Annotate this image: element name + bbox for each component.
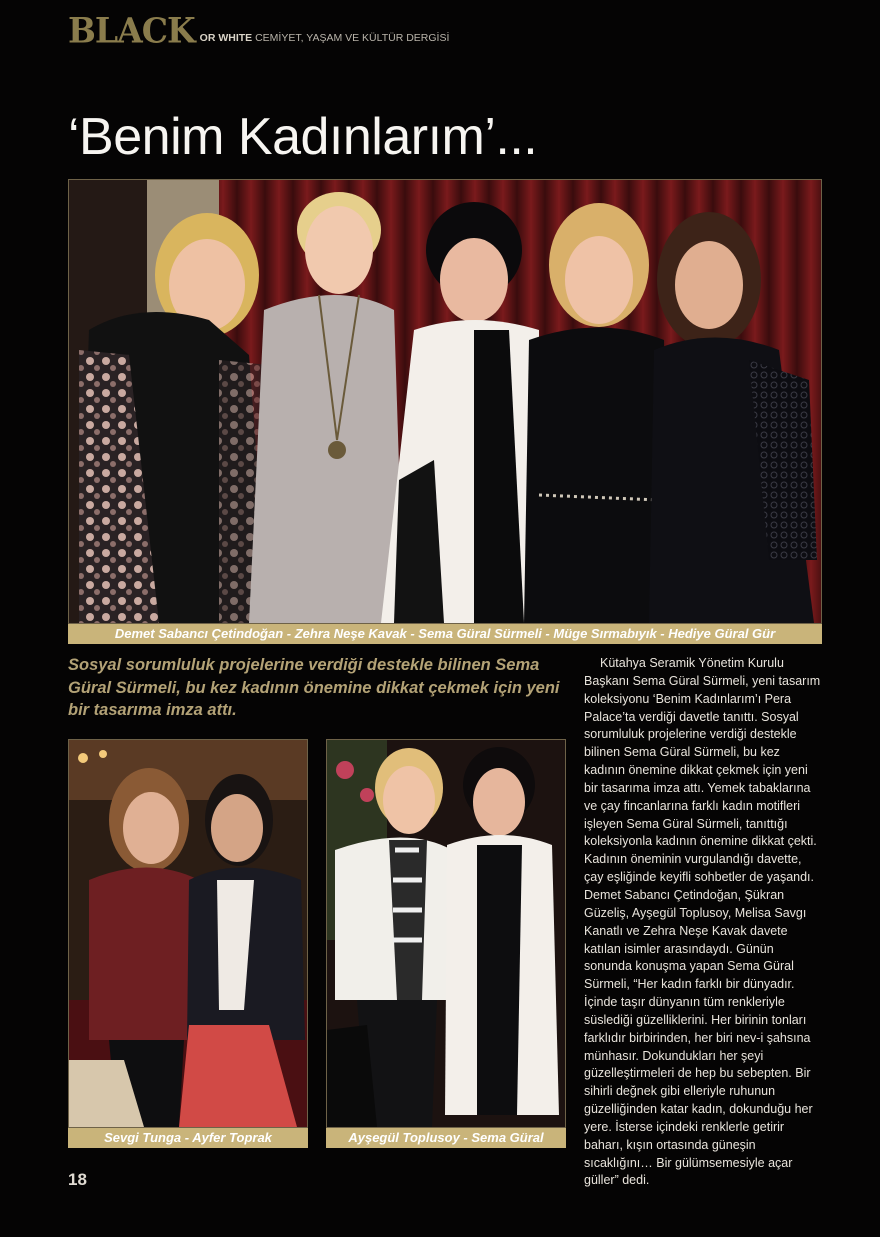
right-photo-illustration bbox=[327, 740, 565, 1127]
left-photo-illustration bbox=[69, 740, 307, 1127]
masthead bbox=[68, 10, 450, 51]
magazine-logo: BLACK bbox=[68, 10, 195, 51]
group-photo-illustration bbox=[69, 180, 821, 623]
right-photo bbox=[326, 739, 566, 1128]
left-photo-caption: Sevgi Tunga - Ayfer Toprak bbox=[68, 1128, 308, 1148]
main-group-photo bbox=[68, 179, 822, 624]
left-photo bbox=[68, 739, 308, 1128]
article-body: Kütahya Seramik Yönetim Kurulu Başkanı Sema Güral Sürmeli, yeni tasarım koleksiyonu ‘Benim Kadınlarım’ı Pera Palace’ta verdiği davetle tanıttı. Sosyal sorumluluk projelerine verdiği destekle bilinen Sema Güral Sürmeli, bu kez kadının önemine dikkat çekmek için yeni bir tasarıma imza attı. Yemek tabaklarına ve çay fincanlarına farklı kadın motifleri işleyen Sema Güral Sürmeli, tanıttığı koleksiyonla kadının önemine dikkat çekti. Kadının öneminin vurgulandığı davette, çay eşliğinde keyifli sohbetler de yaşandı. Demet Sabancı Çetindoğan, Şükran Güzeliş, Ayşegül Toplusoy, Melisa Savgı Kanatlı ve Zehra Neşe Kavak davete katılan isimler arasındaydı. Günün sonunda konuşma yapan Sema Güral Sürmeli, “Her kadın farklı bir dünyadır. İçinde taşır dünyanın tüm renkleriyle süslediği güzelliklerini. Her birinin tonları farklıdır birbirinden, her biri nev-i şahsına münhasır. Dokundukları her şeyi güzelleştirmeleri de hep bu sebepten. Bir sihirli değnek gibi elleriyle ruhunun güzelliğinden katar kadın, dokunduğu her yere. İsterse içindeki renklerle getirir baharı, kışın ortasında güneşin sıcaklığını… Bir gülümsemesiyle açar güller” dedi. bbox=[584, 656, 821, 1188]
tagline-bold: OR WHITE bbox=[199, 32, 253, 44]
right-photo-caption: Ayşegül Toplusoy - Sema Güral bbox=[326, 1128, 566, 1148]
article-headline: ‘Benim Kadınlarım’... bbox=[68, 108, 538, 166]
main-photo-caption: Demet Sabancı Çetindoğan - Zehra Neşe Kavak - Sema Güral Sürmeli - Müge Sırmabıyık - Hediye Güral Gür bbox=[68, 624, 822, 644]
article-lead: Sosyal sorumluluk projelerine verdiği destekle bilinen Sema Güral Sürmeli, bu kez kadının önemine dikkat çekmek için yeni bir tasarıma imza attı. bbox=[68, 656, 560, 719]
magazine-tagline bbox=[200, 32, 450, 44]
page-number: 18 bbox=[68, 1170, 87, 1189]
tagline-text: CEMİYET, YAŞAM VE KÜLTÜR DERGİSİ bbox=[255, 32, 450, 44]
